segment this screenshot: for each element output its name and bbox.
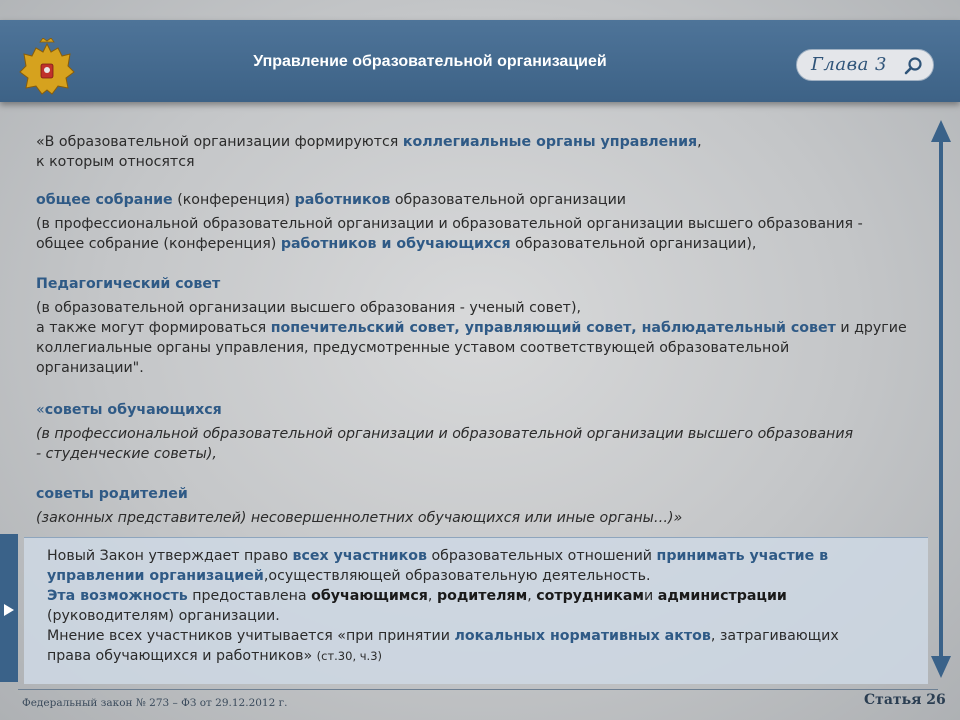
text: предоставлена [187,588,312,604]
footer-divider [18,689,938,690]
text: и другие [835,320,907,336]
scrollbar-track[interactable] [939,142,943,656]
text: Новый Закон утверждает право [47,548,293,564]
text: образовательных отношений [426,548,657,564]
highlight: сотрудникам [536,588,645,604]
text: , затрагивающих [710,628,839,644]
header-bar [0,20,960,102]
text: , [527,588,537,604]
paragraph-2 [36,190,926,254]
highlight: администрации [657,588,787,604]
chapter-label: Глава 3 [811,54,887,75]
paragraph-5 [36,484,926,528]
chapter-search-pill[interactable] [796,49,934,81]
text: общее собрание (конференция) [36,236,281,252]
highlight: работников [294,192,391,208]
text: права обучающихся и работников» [47,648,317,664]
highlight: советы обучающихся [44,402,222,418]
text: , [697,134,702,150]
paragraph-4 [36,400,926,464]
text: « [36,402,45,418]
text: организации". [36,360,144,376]
text: - студенческие советы), [36,446,217,462]
paragraph-3 [36,274,926,378]
highlight: управлении организацией [47,568,264,584]
page-title: Управление образовательной организацией [253,53,607,70]
text: ,осуществляющей образовательную деятельность. [263,568,651,584]
coat-of-arms-icon [18,38,76,104]
text: образовательной организации [390,192,627,208]
highlight: работников и обучающихся [280,236,511,252]
article-label: Статья 26 [864,692,946,708]
highlight: общее собрание [36,192,173,208]
highlight: обучающимся [311,588,428,604]
text: Мнение всех участников учитывается «при принятии [47,628,455,644]
text: (законных представителей) несовершеннолетних обучающихся или иные органы…)» [36,510,683,526]
highlight: принимать участие в [656,548,829,564]
summary-text [47,546,907,666]
highlight: Эта возможность [47,588,188,604]
highlight: Педагогический совет [36,276,221,292]
text: «В образовательной организации формируются [36,134,403,150]
play-icon[interactable] [4,604,14,616]
law-reference: Федеральный закон № 273 – ФЗ от 29.12.2012 г. [22,697,288,709]
text: коллегиальные органы управления, предусмотренные уставом соответствующей образовательной [36,340,790,356]
search-icon[interactable] [903,56,923,76]
text: (в образовательной организации высшего образования - ученый совет), [36,300,581,316]
text: , [427,588,437,604]
text: (в профессиональной образовательной организации и образовательной организации высшего образования [36,426,854,442]
highlight: локальных нормативных актов [454,628,711,644]
scroll-down-arrow[interactable] [931,656,951,678]
citation: (ст.30, ч.3) [316,649,383,663]
text: а также могут формироваться [36,320,271,336]
highlight: коллегиальные органы управления [402,134,698,150]
text: и [644,588,658,604]
highlight: попечительский совет, управляющий совет, наблюдательный совет [270,320,836,336]
highlight: всех участников [292,548,427,564]
highlight: родителям [436,588,528,604]
text: (конференция) [172,192,295,208]
text: образовательной организации), [510,236,757,252]
text: (в профессиональной образовательной организации и образовательной организации высшего образования - [36,216,863,232]
scroll-up-arrow[interactable] [931,120,951,142]
text: к которым относятся [36,154,195,170]
highlight: советы родителей [36,486,188,502]
text: (руководителям) организации. [47,608,280,624]
paragraph-1 [36,132,926,172]
